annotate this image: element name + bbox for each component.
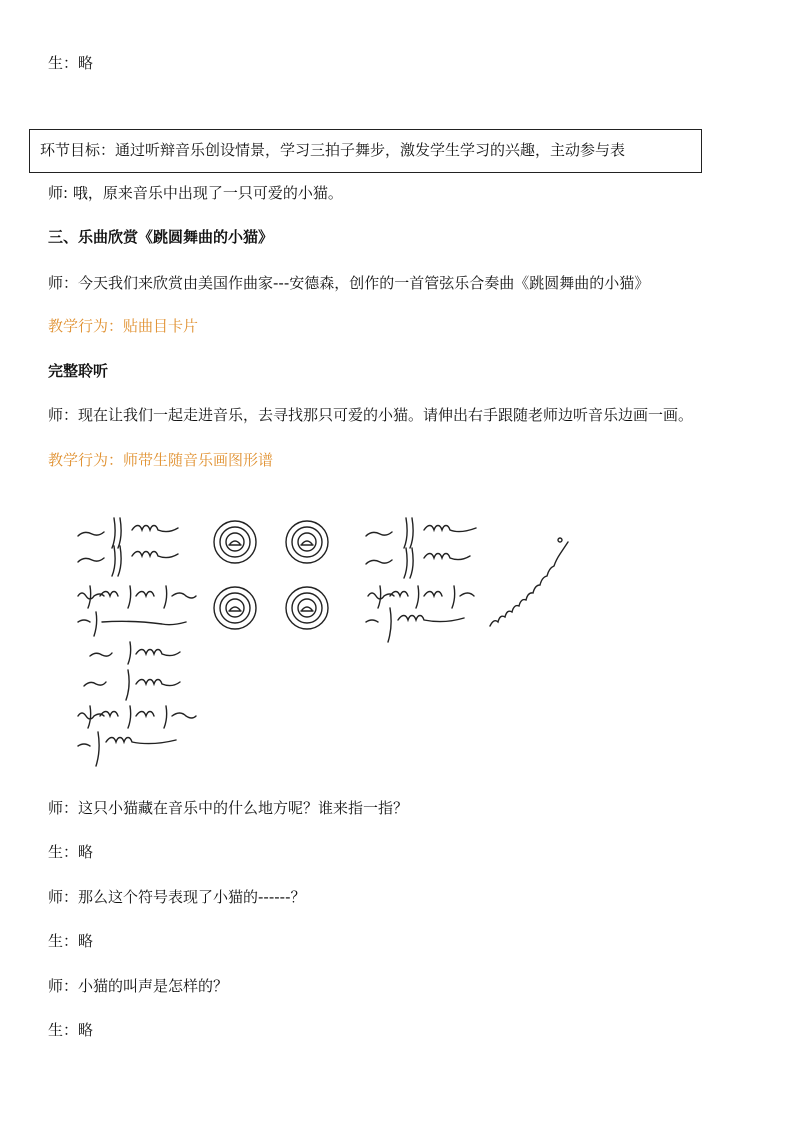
student-reply-1: 生：略	[48, 54, 94, 72]
score-left-top	[78, 518, 196, 636]
graphic-score-drawing	[70, 510, 590, 772]
teaching-action-1: 教学行为：贴曲目卡片	[48, 317, 199, 335]
student-reply-2: 生：略	[48, 843, 94, 861]
score-left-bottom	[78, 642, 196, 766]
teaching-action-2: 教学行为：师带生随音乐画图形谱	[48, 451, 274, 469]
subheading-full-listen: 完整聆听	[48, 362, 109, 380]
student-reply-3: 生：略	[48, 932, 94, 950]
stage-goal-box	[29, 129, 702, 173]
stage-goal-text: 环节目标：通过听辩音乐创设情景，学习三拍子舞步，激发学生学习的兴趣，主动参与表	[40, 141, 626, 159]
score-right	[366, 518, 568, 642]
teacher-line-listen: 师：现在让我们一起走进音乐，去寻找那只可爱的小猫。请伸出右手跟随老师边听音乐边画一画。	[48, 406, 694, 424]
teacher-line-symbol: 师：那么这个符号表现了小猫的------？	[48, 888, 306, 906]
teacher-line-intro: 师：今天我们来欣赏由美国作曲家---安德森，创作的一首管弦乐合奏曲《跳圆舞曲的小猫》	[48, 274, 650, 292]
section-heading-3: 三、乐曲欣赏《跳圆舞曲的小猫》	[48, 228, 274, 246]
teacher-line-where: 师：这只小猫藏在音乐中的什么地方呢？谁来指一指？	[48, 799, 409, 817]
teacher-line-meow: 师：小猫的叫声是怎样的？	[48, 977, 229, 995]
teacher-line-kitten: 师: 哦，原来音乐中出现了一只可爱的小猫。	[48, 184, 343, 202]
student-reply-4: 生：略	[48, 1021, 94, 1039]
score-spirals	[214, 521, 328, 629]
